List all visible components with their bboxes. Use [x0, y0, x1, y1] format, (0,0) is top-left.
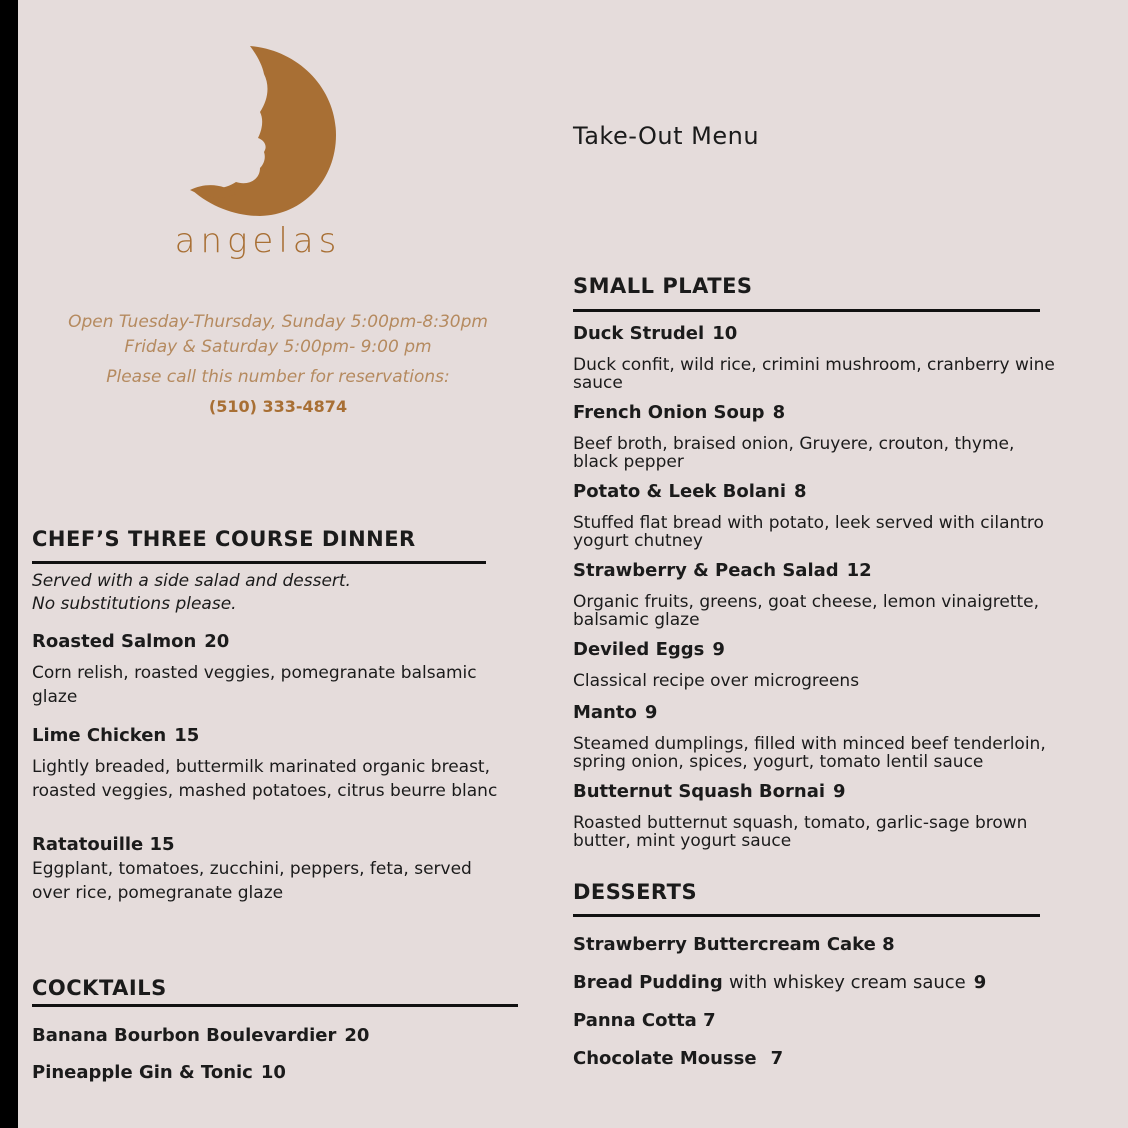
chef-item-price: 15	[174, 725, 200, 746]
small-plate-desc-line: sauce	[573, 373, 623, 393]
small-plate-price: 8	[772, 402, 786, 423]
dessert-item	[573, 934, 895, 955]
chef-item-desc	[32, 857, 472, 905]
phone-number[interactable]: (510) 333-4874	[208, 397, 348, 416]
cocktail-name: Banana Bourbon Boulevardier	[32, 1025, 337, 1046]
small-plate-desc-line: balsamic glaze	[573, 610, 700, 630]
cocktail-price: 10	[260, 1062, 286, 1083]
small-plate-desc-line: Roasted butternut squash, tomato, garlic-sage brown	[573, 813, 1028, 833]
chef-item-desc-line: Lightly breaded, buttermilk marinated organic breast,	[32, 757, 491, 777]
small-plate-price: 9	[833, 781, 846, 802]
chef-item-title	[32, 725, 199, 746]
small-plates-heading: SMALL PLATES	[573, 274, 753, 298]
cocktail-item	[32, 1062, 286, 1083]
small-plate-desc-line: butter, mint yogurt sauce	[573, 831, 792, 851]
small-plate-desc	[573, 735, 1046, 771]
chef-item-price: 20	[204, 631, 230, 652]
small-plate-title	[573, 639, 725, 660]
cocktail-price: 20	[344, 1025, 370, 1046]
dessert-name: Strawberry Buttercream Cake 8	[573, 934, 895, 955]
small-plate-name: Duck Strudel	[573, 323, 705, 344]
desserts-heading: DESSERTS	[573, 880, 698, 904]
chef-item-desc-line: roasted veggies, mashed potatoes, citrus beurre blanc	[32, 781, 498, 801]
chef-item-name: Ratatouille 15	[32, 834, 175, 855]
chef-item-desc-line: over rice, pomegranate glaze	[32, 883, 284, 903]
small-plate-price: 9	[712, 639, 725, 660]
dessert-price: 9	[973, 972, 987, 993]
chef-item-name: Lime Chicken	[32, 725, 167, 746]
small-plate-desc-line: Stuffed flat bread with potato, leek served with cilantro	[573, 513, 1044, 533]
small-plate-price: 9	[644, 702, 658, 723]
dessert-name: Bread Pudding	[573, 972, 723, 993]
hours-line-2: Friday & Saturday 5:00pm- 9:00 pm	[124, 337, 432, 357]
chef-item-title	[32, 631, 229, 652]
small-plate-name: Butternut Squash Bornai	[573, 781, 826, 802]
small-plates-rule	[573, 309, 1040, 312]
small-plate-desc	[573, 672, 859, 690]
small-plate-title	[573, 402, 785, 423]
small-plate-title	[573, 560, 872, 581]
dessert-extra: with whiskey cream sauce	[729, 972, 966, 993]
dessert-item	[573, 972, 986, 993]
small-plate-name: Strawberry & Peach Salad	[573, 560, 839, 581]
small-plate-name: Deviled Eggs	[573, 639, 705, 660]
chef-item-desc-line: Corn relish, roasted veggies, pomegranate balsamic	[32, 663, 477, 683]
small-plate-desc-line: Duck confit, wild rice, crimini mushroom, cranberry wine	[573, 355, 1055, 375]
small-plate-price: 10	[712, 323, 738, 344]
small-plate-desc-line: yogurt chutney	[573, 531, 703, 551]
chef-item-desc	[32, 661, 477, 709]
small-plate-desc	[573, 356, 1055, 392]
brand-name: angelas	[174, 221, 342, 261]
dessert-name: Panna Cotta 7	[573, 1010, 716, 1031]
small-plate-title	[573, 781, 846, 802]
cocktails-rule	[32, 1004, 518, 1007]
small-plate-desc-line: Steamed dumplings, filled with minced beef tenderloin,	[573, 734, 1046, 754]
chef-item-title	[32, 834, 175, 855]
dessert-item	[573, 1010, 716, 1031]
dessert-name: Chocolate Mousse	[573, 1048, 757, 1069]
small-plate-desc	[573, 435, 1014, 471]
menu-title: Take-Out Menu	[573, 122, 760, 150]
chef-note-1: Served with a side salad and dessert.	[32, 571, 351, 591]
chef-heading: CHEF’S THREE COURSE DINNER	[32, 527, 416, 551]
small-plate-title	[573, 481, 807, 502]
small-plate-desc	[573, 514, 1044, 550]
small-plate-desc-line: Beef broth, braised onion, Gruyere, crouton, thyme,	[573, 434, 1015, 454]
menu-page	[18, 0, 1128, 1128]
dessert-price: 7	[770, 1048, 784, 1069]
small-plate-desc-line: Organic fruits, greens, goat cheese, lemon vinaigrette,	[573, 592, 1040, 612]
reservations-note: Please call this number for reservations:	[106, 367, 450, 387]
small-plate-desc-line: Classical recipe over microgreens	[573, 671, 860, 691]
small-plate-desc-line: spring onion, spices, yogurt, tomato lentil sauce	[573, 752, 984, 772]
small-plate-title	[573, 323, 737, 344]
chef-item-desc-line: glaze	[32, 687, 78, 707]
small-plate-price: 8	[794, 481, 807, 502]
chef-item-name: Roasted Salmon	[32, 631, 197, 652]
small-plate-price: 12	[846, 560, 872, 581]
cocktail-name: Pineapple Gin & Tonic	[32, 1062, 253, 1083]
small-plate-name: Potato & Leek Bolani	[573, 481, 787, 502]
small-plate-desc	[573, 593, 1039, 629]
chef-note-2: No substitutions please.	[32, 594, 237, 614]
hours-line-1: Open Tuesday-Thursday, Sunday 5:00pm-8:30pm	[68, 312, 488, 332]
chef-item-desc	[32, 755, 497, 803]
small-plate-desc	[573, 814, 1027, 850]
desserts-rule	[573, 914, 1040, 917]
cocktail-item	[32, 1025, 369, 1046]
moon-face-logo-icon	[168, 40, 348, 280]
chef-rule	[32, 561, 486, 564]
small-plate-title	[573, 702, 657, 723]
small-plate-name: French Onion Soup	[573, 402, 765, 423]
cocktails-heading: COCKTAILS	[32, 976, 167, 1000]
small-plate-desc-line: black pepper	[573, 452, 684, 472]
small-plate-name: Manto	[573, 702, 637, 723]
dessert-item	[573, 1048, 783, 1069]
chef-item-desc-line: Eggplant, tomatoes, zucchini, peppers, feta, served	[32, 859, 472, 879]
